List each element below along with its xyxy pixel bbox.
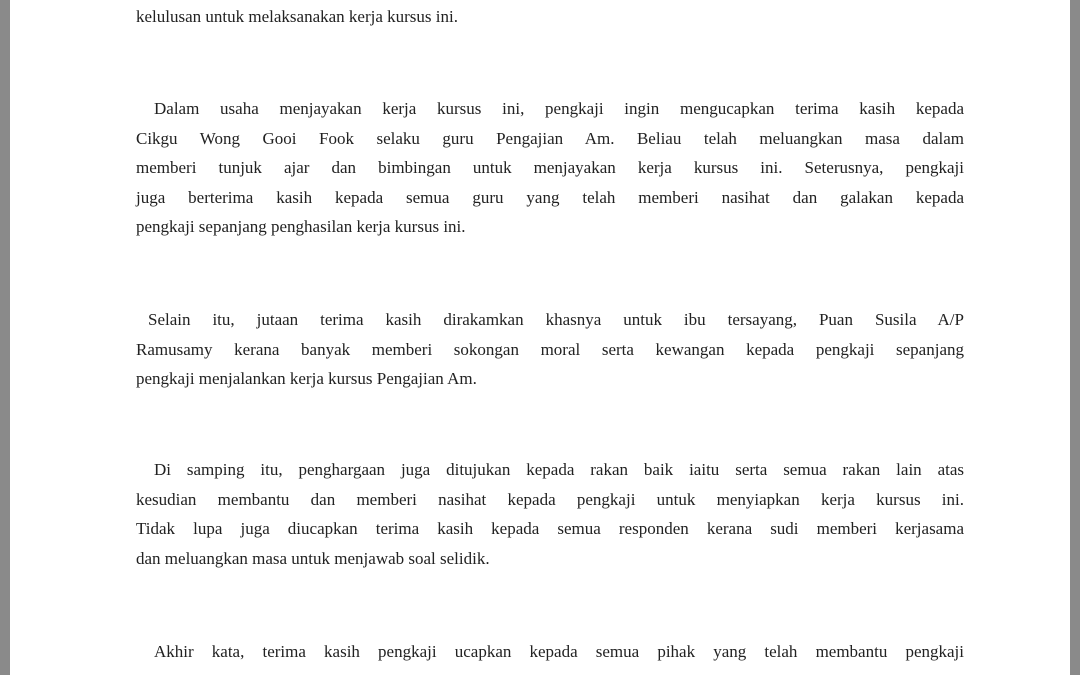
text-line: kesudian membantu dan memberi nasihat kepada pengkaji untuk menyiapkan kerja kursus ini. [136, 489, 964, 509]
paragraph-1 [136, 94, 964, 242]
text-line: memberi tunjuk ajar dan bimbingan untuk menjayakan kerja kursus ini. Seterusnya, pengkaji [136, 158, 964, 177]
text-line: kelulusan untuk melaksanakan kerja kursus ini. [136, 7, 458, 26]
paragraph-3 [136, 455, 964, 573]
paragraph-2 [136, 305, 964, 394]
text-line: pengkaji menjalankan kerja kursus Pengajian Am. [136, 369, 477, 388]
text-line: pengkaji sepanjang penghasilan kerja kursus ini. [136, 217, 466, 236]
paragraph-fragment-top [136, 2, 964, 32]
text-line: Akhir kata, terima kasih pengkaji ucapkan kepada semua pihak yang telah membantu pengkaji [154, 642, 964, 661]
text-line: Cikgu Wong Gooi Fook selaku guru Pengajian Am. Beliau telah meluangkan masa dalam [136, 128, 964, 148]
paragraph-4 [136, 637, 964, 667]
text-line: Selain itu, jutaan terima kasih dirakamkan khasnya untuk ibu tersayang, Puan Susila A/P [148, 310, 964, 329]
text-line: dan meluangkan masa untuk menjawab soal selidik. [136, 548, 490, 568]
document-page[interactable] [10, 0, 1070, 675]
text-line: Dalam usaha menjayakan kerja kursus ini, pengkaji ingin mengucapkan terima kasih kepada [154, 99, 964, 118]
text-line: Tidak lupa juga diucapkan terima kasih kepada semua responden kerana sudi memberi kerjasama [136, 519, 964, 538]
text-line: Ramusamy kerana banyak memberi sokongan moral serta kewangan kepada pengkaji sepanjang [136, 339, 964, 359]
text-line: juga berterima kasih kepada semua guru yang telah memberi nasihat dan galakan kepada [136, 187, 964, 207]
text-line: Di samping itu, penghargaan juga ditujukan kepada rakan baik iaitu serta semua rakan lain atas [154, 460, 964, 479]
